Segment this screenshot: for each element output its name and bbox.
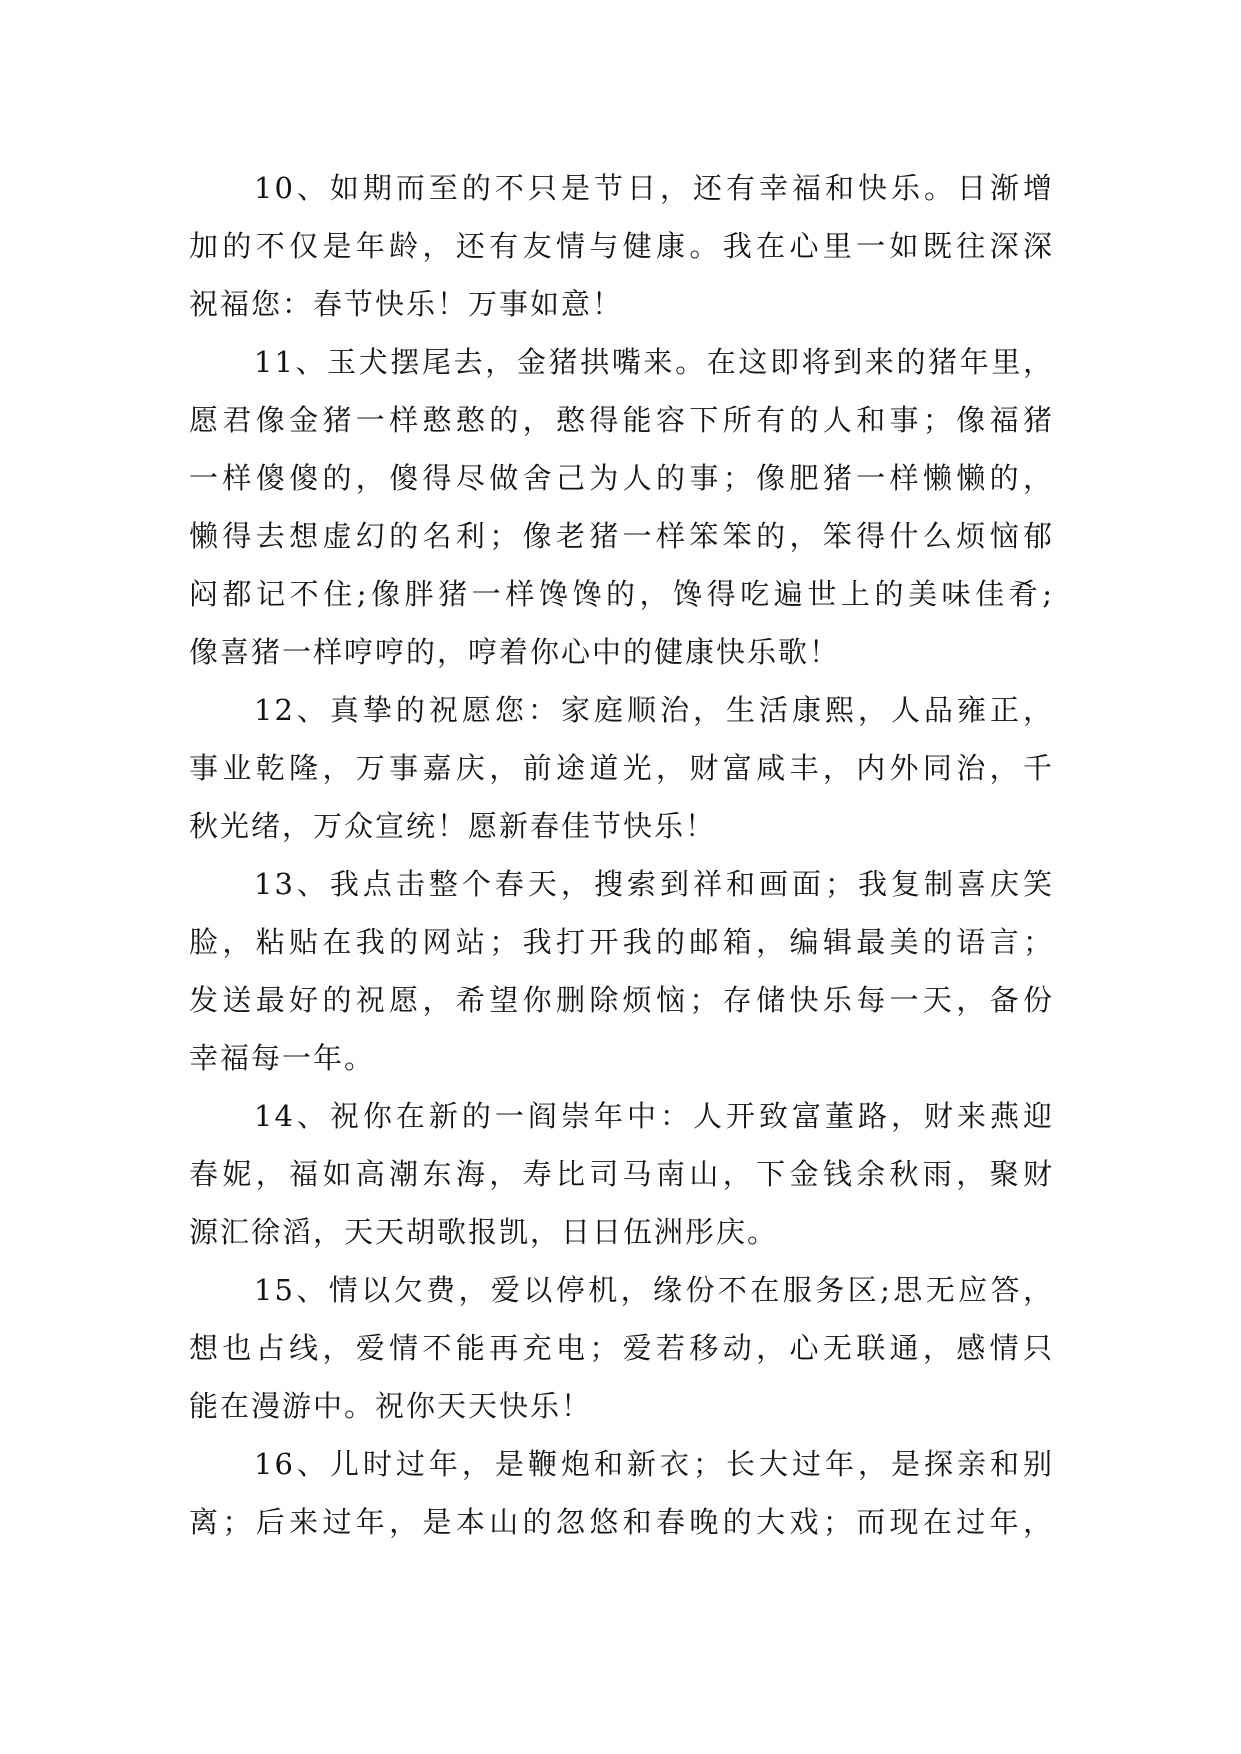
text-line: 加的不仅是年龄，还有友情与健康。我在心里一如既往深深 (189, 229, 1054, 263)
paragraph-16 (189, 1435, 1054, 1551)
paragraph-11 (189, 333, 1054, 681)
paragraph-10 (189, 159, 1054, 333)
text-line: 秋光绪，万众宣统！愿新春佳节快乐！ (189, 809, 717, 843)
text-line: 离；后来过年，是本山的忽悠和春晚的大戏；而现在过年， (189, 1505, 1054, 1539)
text-line: 11、玉犬摆尾去，金猪拱嘴来。在这即将到来的猪年里， (254, 345, 1054, 379)
text-line: 春妮，福如高潮东海，寿比司马南山，下金钱余秋雨，聚财 (189, 1157, 1054, 1191)
text-line: 想也占线，爱情不能再充电；爱若移动，心无联通，感情只 (189, 1331, 1054, 1365)
paragraph-15 (189, 1261, 1054, 1435)
text-line: 愿君像金猪一样憨憨的，憨得能容下所有的人和事；像福猪 (189, 403, 1054, 437)
text-line: 事业乾隆，万事嘉庆，前途道光，财富咸丰，内外同治，千 (189, 751, 1054, 785)
text-line: 14、祝你在新的一阎崇年中：人开致富董路，财来燕迎 (254, 1099, 1054, 1133)
text-line: 10、如期而至的不只是节日，还有幸福和快乐。日渐增 (254, 171, 1054, 205)
text-line: 一样傻傻的，傻得尽做舍己为人的事；像肥猪一样懒懒的， (189, 461, 1054, 495)
paragraph-14 (189, 1087, 1054, 1261)
text-line: 源汇徐滔，天天胡歌报凯，日日伍洲彤庆。 (189, 1215, 779, 1249)
text-line: 13、我点击整个春天，搜索到祥和画面；我复制喜庆笑 (254, 867, 1054, 901)
text-line: 能在漫游中。祝你天天快乐！ (189, 1389, 593, 1423)
text-line: 15、情以欠费，爱以停机，缘份不在服务区;思无应答， (254, 1273, 1054, 1307)
text-line: 12、真挚的祝愿您：家庭顺治，生活康熙，人品雍正， (254, 693, 1054, 727)
paragraph-12 (189, 681, 1054, 855)
text-line: 幸福每一年。 (189, 1041, 376, 1075)
text-line: 像喜猪一样哼哼的，哼着你心中的健康快乐歌！ (189, 635, 841, 669)
text-line: 发送最好的祝愿，希望你删除烦恼；存储快乐每一天，备份 (189, 983, 1054, 1017)
text-line: 闷都记不住;像胖猪一样馋馋的，馋得吃遍世上的美味佳肴; (189, 577, 1054, 611)
text-line: 脸，粘贴在我的网站；我打开我的邮箱，编辑最美的语言； (189, 925, 1054, 959)
text-line: 16、儿时过年，是鞭炮和新衣；长大过年，是探亲和别 (254, 1447, 1054, 1481)
text-line: 懒得去想虚幻的名利；像老猪一样笨笨的，笨得什么烦恼郁 (189, 519, 1054, 553)
text-line: 祝福您：春节快乐！万事如意！ (189, 287, 624, 321)
paragraph-13 (189, 855, 1054, 1087)
